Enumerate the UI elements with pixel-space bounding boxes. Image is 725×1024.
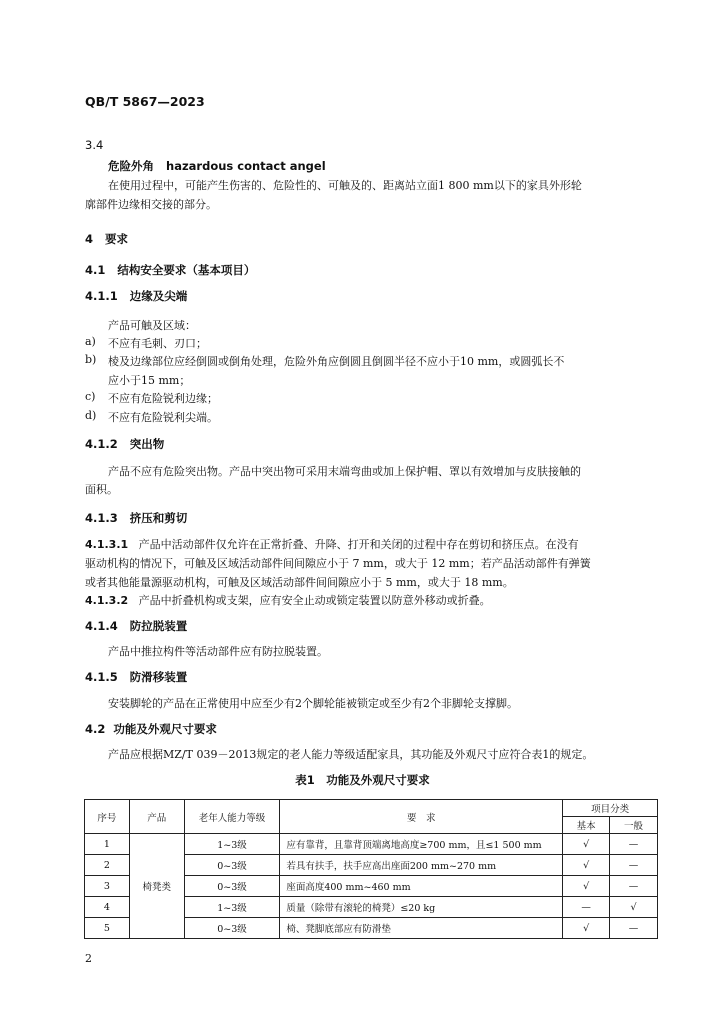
header-category: 项目分类: [563, 800, 658, 817]
cell-seq: 2: [85, 855, 130, 876]
cell-seq: 3: [85, 876, 130, 897]
list-marker: d): [85, 409, 97, 422]
list-marker: c): [85, 390, 96, 403]
term-definition-line-2: 廓部件边缘相交接的部分。: [85, 198, 217, 211]
header-basic: 基本: [563, 817, 610, 834]
cell-basic: √: [563, 834, 610, 855]
clause-4-1-3-1-line-2: 驱动机构的情况下，可触及区域活动部件间间隙应小于 7 mm，或大于 12 mm；若产品活动部件有弹簧: [85, 557, 591, 570]
cell-requirement: 座面高度400 mm~460 mm: [280, 876, 563, 897]
section-4-1-3-title: 挤压和剪切: [129, 511, 188, 525]
list-item-d: [85, 409, 218, 424]
list-marker: b): [85, 353, 97, 366]
section-4-1-5-heading: [85, 669, 187, 685]
clause-text: 产品中活动部件仅允许在正常折叠、升降、打开和关闭的过程中存在剪切和挤压点。在没有: [138, 538, 579, 551]
table-caption: 表1 功能及外观尺寸要求: [295, 773, 430, 787]
section-4-2-number: 4.2: [85, 722, 106, 736]
clause-4-1-3-1-number: 4.1.3.1: [85, 538, 129, 551]
section-4-1-5-text: 安装脚轮的产品在正常使用中应至少有2个脚轮能被锁定或至少有2个非脚轮支撑脚。: [108, 697, 518, 710]
section-4-1-1-intro: 产品可触及区域：: [108, 319, 196, 332]
section-4-number: 4: [85, 232, 94, 246]
section-4-1-1-title: 边缘及尖端: [129, 289, 188, 303]
list-marker: a): [85, 335, 96, 348]
section-4-1-4-number: 4.1.4: [85, 619, 118, 633]
clause-4-1-3-1-line-1: [85, 536, 579, 552]
cell-general: √: [610, 897, 658, 918]
section-4-heading: [85, 231, 128, 247]
header-product: 产品: [129, 800, 184, 834]
list-text: 不应有危险锐利边缘；: [108, 392, 218, 405]
section-4-1-title: 结构安全要求（基本项目）: [117, 263, 256, 277]
section-4-title: 要求: [105, 232, 129, 246]
header-general: 一般: [610, 817, 658, 834]
cell-requirement: 若具有扶手，扶手应高出座面200 mm~270 mm: [280, 855, 563, 876]
cell-general: —: [610, 918, 658, 939]
cell-seq: 5: [85, 918, 130, 939]
clause-4-1-3-1-line-3: 或者其他能量源驱动机构，可触及区域活动部件间间隙应小于 5 mm，或大于 18 mm。: [85, 576, 514, 589]
section-4-1-5-number: 4.1.5: [85, 670, 118, 684]
section-4-1-2-title: 突出物: [129, 437, 165, 451]
section-4-1-2-number: 4.1.2: [85, 437, 118, 451]
cell-seq: 1: [85, 834, 130, 855]
list-item-b-continued: 应小于15 mm；: [108, 374, 191, 387]
cell-product-group: 椅凳类: [129, 834, 184, 939]
section-4-1-2-heading: [85, 436, 164, 452]
cell-level: 0~3级: [184, 918, 280, 939]
list-text: 不应有毛刺、刃口；: [108, 337, 207, 350]
table-row: [85, 834, 658, 855]
clause-4-1-3-2-number: 4.1.3.2: [85, 594, 129, 607]
list-text: 不应有危险锐利尖端。: [108, 411, 218, 424]
section-4-2-text: 产品应根据MZ/T 039－2013规定的老人能力等级适配家具，其功能及外观尺寸应符合表1的规定。: [108, 748, 594, 761]
list-item-a: [85, 335, 207, 350]
section-4-1-4-text: 产品中推拉构件等活动部件应有防拉脱装置。: [108, 645, 328, 658]
cell-basic: √: [563, 855, 610, 876]
list-item-c: [85, 390, 218, 405]
term-chinese: 危险外角: [108, 159, 154, 173]
term-definition-line-1: 在使用过程中，可能产生伤害的、危险性的、可触及的、距离站立面1 800 mm以下的家具外形轮: [108, 179, 582, 192]
cell-seq: 4: [85, 897, 130, 918]
cell-general: —: [610, 855, 658, 876]
section-4-1-2-line-1: 产品不应有危险突出物。产品中突出物可采用末端弯曲或加上保护帽、罩以有效增加与皮肤接触的: [108, 465, 581, 478]
cell-level: 1~3级: [184, 834, 280, 855]
cell-level: 0~3级: [184, 876, 280, 897]
section-4-1-heading: [85, 262, 255, 278]
section-4-1-2-line-2: 面积。: [85, 483, 118, 496]
section-4-1-1-number: 4.1.1: [85, 289, 118, 303]
cell-general: —: [610, 876, 658, 897]
section-4-1-5-title: 防滑移装置: [129, 670, 188, 684]
cell-requirement: 质量（除带有滚轮的椅凳）≤20 kg: [280, 897, 563, 918]
header-seq: 序号: [85, 800, 130, 834]
list-item-b: [85, 353, 565, 368]
term-english: hazardous contact angel: [166, 159, 326, 173]
section-3-4-number: 3.4: [85, 138, 104, 152]
cell-basic: √: [563, 918, 610, 939]
requirements-table: [84, 799, 658, 939]
clause-4-1-3-2: [85, 592, 491, 608]
table-header-row: [85, 800, 658, 817]
clause-text: 产品中折叠机构或支架，应有安全止动或锁定装置以防意外移动或折叠。: [138, 594, 491, 607]
document-code: QB/T 5867—2023: [85, 94, 205, 109]
cell-requirement: 椅、凳脚底部应有防滑垫: [280, 918, 563, 939]
section-4-1-3-heading: [85, 510, 187, 526]
section-4-1-number: 4.1: [85, 263, 106, 277]
cell-basic: √: [563, 876, 610, 897]
section-4-2-heading: [85, 721, 217, 737]
cell-requirement: 应有靠背，且靠背顶端离地高度≥700 mm，且≤1 500 mm: [280, 834, 563, 855]
section-4-2-title: 功能及外观尺寸要求: [113, 722, 217, 736]
section-4-1-1-heading: [85, 288, 187, 304]
section-4-1-4-title: 防拉脱装置: [129, 619, 188, 633]
cell-level: 0~3级: [184, 855, 280, 876]
section-4-1-3-number: 4.1.3: [85, 511, 118, 525]
cell-general: —: [610, 834, 658, 855]
header-requirement: 要 求: [280, 800, 563, 834]
page-number: 2: [85, 952, 92, 965]
cell-level: 1~3级: [184, 897, 280, 918]
header-level: 老年人能力等级: [184, 800, 280, 834]
list-text: 棱及边缘部位应经倒圆或倒角处理，危险外角应倒圆且倒圆半径不应小于10 mm，或圆弧长不: [108, 355, 565, 368]
term-heading: [108, 158, 326, 174]
cell-basic: —: [563, 897, 610, 918]
section-4-1-4-heading: [85, 618, 187, 634]
